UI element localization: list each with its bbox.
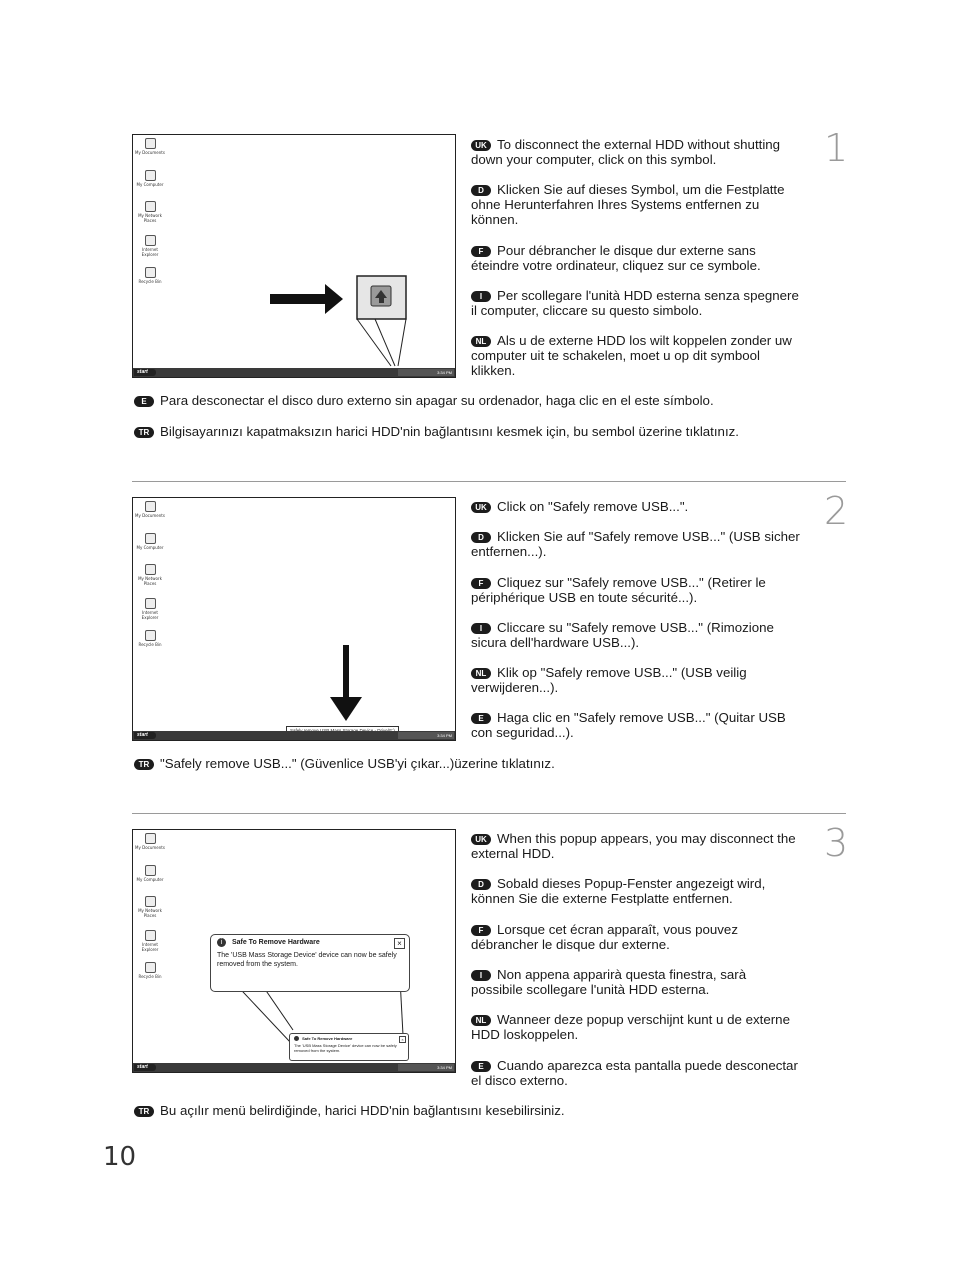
start-button[interactable]: start	[134, 1064, 156, 1071]
safe-to-remove-popup-small	[289, 1033, 409, 1061]
popup-body: The 'USB Mass Storage Device' device can now be safely removed from the system.	[217, 952, 397, 968]
step3-para-i: I Non appena apparirà questa finestra, sarà possibile scollegare l'unità HDD esterna.	[471, 967, 747, 997]
system-tray: 3:34 PM	[398, 369, 454, 376]
screenshot-step-3	[132, 829, 456, 1073]
step3-para-d: D Sobald dieses Popup-Fenster angezeigt wird, können Sie die externe Festplatte entfernen.	[471, 876, 766, 906]
lang-badge: I	[471, 623, 491, 634]
popup-title-row	[217, 938, 403, 947]
step2-para-tr: TR "Safely remove USB..." (Güvenlice USB'yi çıkar...)üzerine tıklatınız.	[134, 756, 834, 771]
desktop-icon-my-documents: My Documents	[135, 833, 165, 850]
step-number: 1	[824, 126, 849, 170]
popup-title: Safe To Remove Hardware	[302, 1036, 353, 1041]
desktop-icon-internet-explorer: Internet Explorer	[135, 598, 165, 620]
computer-icon	[145, 170, 156, 181]
lang-badge: NL	[471, 1015, 491, 1026]
lang-badge: E	[471, 1061, 491, 1072]
divider	[132, 813, 846, 814]
desktop-icon-recycle-bin: Recycle Bin	[135, 630, 165, 647]
lang-badge: NL	[471, 336, 491, 347]
taskbar	[133, 731, 455, 740]
ie-icon	[145, 598, 156, 609]
desktop-icon-my-documents: My Documents	[135, 138, 165, 155]
screenshot-step-2	[132, 497, 456, 741]
safely-remove-hardware-icon[interactable]	[371, 286, 391, 306]
step1-para-nl: NL Als u de externe HDD los wilt koppelen zonder uw computer uit te schakelen, moet u op dit symbool klikken.	[471, 333, 792, 378]
arrow-down-icon	[326, 645, 366, 723]
desktop-icon-my-computer: My Computer	[135, 170, 165, 187]
info-icon: i	[217, 938, 226, 947]
step1-para-e: E Para desconectar el disco duro externo sin apagar su ordenador, haga clic en el este símbolo.	[134, 393, 834, 408]
computer-icon	[145, 533, 156, 544]
desktop-icon-recycle-bin: Recycle Bin	[135, 962, 165, 979]
desktop-icon-my-documents: My Documents	[135, 501, 165, 518]
step2-para-i: I Cliccare su "Safely remove USB..." (Rimozione sicura dell'hardware USB...).	[471, 620, 774, 650]
desktop-icon-internet-explorer: Internet Explorer	[135, 235, 165, 257]
lang-badge: D	[471, 532, 491, 543]
folder-icon	[145, 501, 156, 512]
recycle-bin-icon	[145, 267, 156, 278]
recycle-bin-icon	[145, 630, 156, 641]
step2-para-f: F Cliquez sur "Safely remove USB..." (Retirer le périphérique USB en toute sécurité...).	[471, 575, 766, 605]
close-icon[interactable]: ×	[394, 938, 405, 949]
lang-badge: F	[471, 925, 491, 936]
desktop-icon-recycle-bin: Recycle Bin	[135, 267, 165, 284]
lang-badge: D	[471, 185, 491, 196]
step3-para-f: F Lorsque cet écran apparaît, vous pouvez débrancher le disque dur externe.	[471, 922, 738, 952]
lang-badge: TR	[134, 759, 154, 770]
lang-badge: E	[471, 713, 491, 724]
desktop-icon-network-places: My Network Places	[135, 896, 165, 918]
step3-para-e: E Cuando aparezca esta pantalla puede desconectar el disco externo.	[471, 1058, 798, 1088]
popup-body: The 'USB Mass Storage Device' device can now be safely removed from the system.	[294, 1043, 397, 1053]
step-number: 2	[824, 489, 849, 533]
system-tray: 3:34 PM	[398, 732, 454, 739]
popup-title: Safe To Remove Hardware	[231, 939, 320, 946]
step3-para-nl: NL Wanneer deze popup verschijnt kunt u de externe HDD loskoppelen.	[471, 1012, 790, 1042]
step2-para-e: E Haga clic en "Safely remove USB..." (Quitar USB con seguridad...).	[471, 710, 786, 740]
lang-badge: F	[471, 246, 491, 257]
info-icon	[294, 1036, 299, 1041]
step1-para-d: D Klicken Sie auf dieses Symbol, um die Festplatte ohne Herunterfahren Ihres Systems entfernen zu können.	[471, 182, 785, 227]
desktop-icon-network-places: My Network Places	[135, 201, 165, 223]
step1-para-uk: UK To disconnect the external HDD without shutting down your computer, click on this symbol.	[471, 137, 781, 167]
folder-icon	[145, 138, 156, 149]
step1-para-i: I Per scollegare l'unità HDD esterna senza spegnere il computer, cliccare su questo simbolo.	[471, 288, 799, 318]
lang-badge: E	[134, 396, 154, 407]
ie-icon	[145, 235, 156, 246]
lang-badge: UK	[471, 834, 491, 845]
step-number: 3	[824, 821, 849, 865]
network-icon	[145, 564, 156, 575]
start-button[interactable]: start	[134, 369, 156, 376]
network-icon	[145, 201, 156, 212]
desktop-icon-my-computer: My Computer	[135, 533, 165, 550]
lang-badge: UK	[471, 502, 491, 513]
callout-step-1	[265, 274, 415, 372]
step1-para-f: F Pour débrancher le disque dur externe sans éteindre votre ordinateur, cliquez sur ce symbole.	[471, 243, 761, 273]
desktop-icon-my-computer: My Computer	[135, 865, 165, 882]
page-number: 10	[103, 1142, 137, 1172]
popup-title-row	[294, 1036, 404, 1041]
lang-badge: UK	[471, 140, 491, 151]
divider	[132, 481, 846, 482]
lang-badge: I	[471, 970, 491, 981]
step2-para-d: D Klicken Sie auf "Safely remove USB..." (USB sicher entfernen...).	[471, 529, 800, 559]
lang-badge: D	[471, 879, 491, 890]
step1-para-tr: TR Bilgisayarınızı kapatmaksızın harici HDD'nin bağlantısını kesmek için, bu sembol üzerine tıklatınız.	[134, 424, 834, 439]
desktop-icon-internet-explorer: Internet Explorer	[135, 930, 165, 952]
lang-badge: NL	[471, 668, 491, 679]
taskbar	[133, 1063, 455, 1072]
lang-badge: F	[471, 578, 491, 589]
close-icon[interactable]: ×	[399, 1036, 406, 1043]
lang-badge: TR	[134, 427, 154, 438]
step2-para-nl: NL Klik op "Safely remove USB..." (USB veilig verwijderen...).	[471, 665, 747, 695]
lang-badge: TR	[134, 1106, 154, 1117]
system-tray: 3:34 PM	[398, 1064, 454, 1071]
arrow-right-icon	[270, 284, 343, 314]
step3-para-tr: TR Bu açılır menü belirdiğinde, harici HDD'nin bağlantısını kesebilirsiniz.	[134, 1103, 834, 1118]
start-button[interactable]: start	[134, 732, 156, 739]
step2-para-uk: UK Click on "Safely remove USB...".	[471, 499, 801, 514]
desktop-icon-network-places: My Network Places	[135, 564, 165, 586]
safe-to-remove-popup-large	[210, 934, 410, 992]
step3-para-uk: UK When this popup appears, you may disconnect the external HDD.	[471, 831, 796, 861]
lang-badge: I	[471, 291, 491, 302]
